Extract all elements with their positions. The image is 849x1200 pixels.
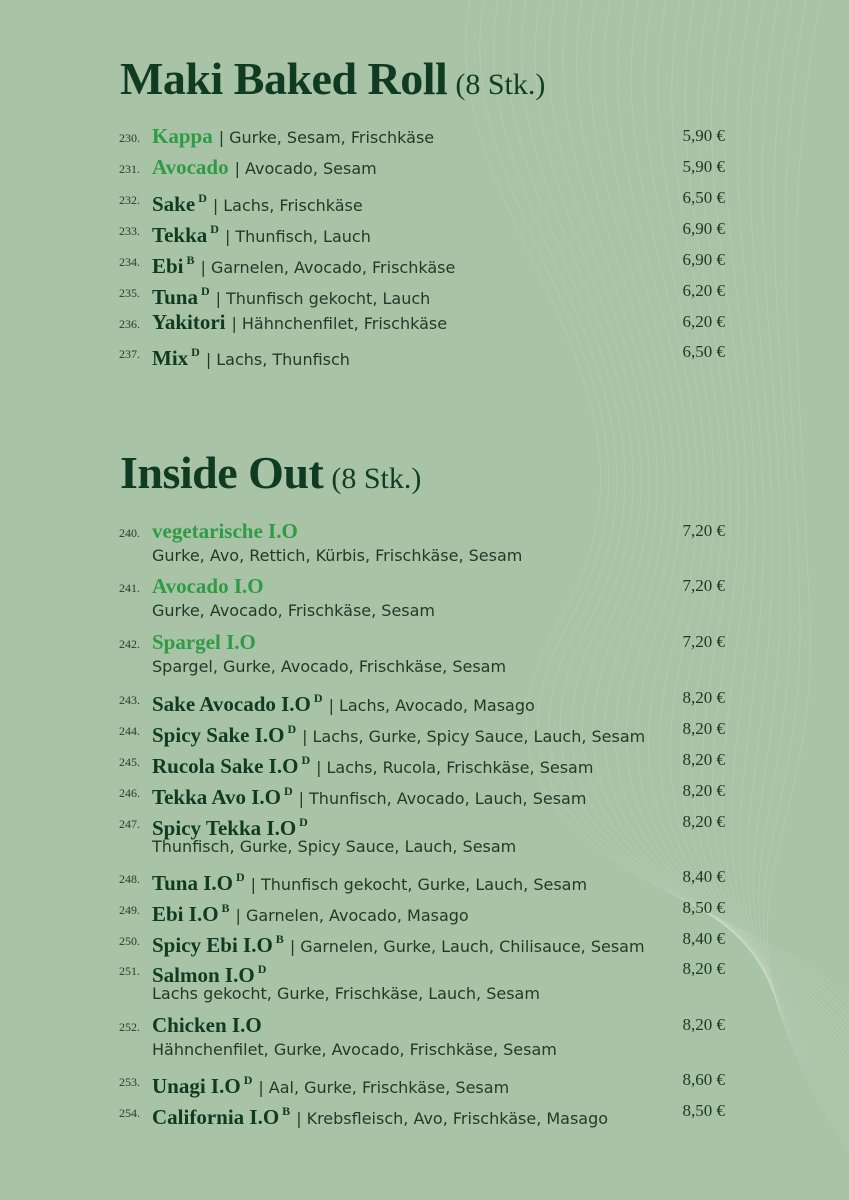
item-number: 249. (119, 903, 140, 917)
allergen-mark: D (200, 284, 210, 298)
item-ingredients: Garnelen, Gurke, Lauch, Chilisauce, Sesam (300, 937, 645, 956)
item-number: 231. (119, 162, 140, 176)
item-price: 6,90 € (682, 250, 725, 269)
section-subtitle: (8 Stk.) (455, 68, 546, 101)
allergen-mark: B (275, 932, 284, 946)
item-price: 6,20 € (682, 281, 725, 300)
item-ingredients: Krebsfleisch, Avo, Frischkäse, Masago (306, 1109, 609, 1128)
item-name: Spicy Sake I.O (152, 723, 285, 747)
item-ingredients: Avocado, Sesam (245, 159, 377, 178)
item-number: 234. (119, 255, 140, 269)
item-ingredients: Aal, Gurke, Frischkäse, Sesam (268, 1078, 510, 1097)
separator: | (234, 159, 240, 178)
item-line (152, 310, 447, 337)
item-ingredients: Lachs, Rucola, Frischkäse, Sesam (326, 758, 594, 777)
separator: | (205, 350, 212, 369)
item-name: Chicken I.O (152, 1013, 262, 1037)
item-name: Tekka Avo I.O (152, 785, 281, 809)
separator: | (302, 727, 308, 746)
item-price: 7,20 € (682, 632, 725, 651)
item-number: 247. (119, 817, 140, 831)
allergen-mark: D (299, 815, 308, 829)
separator: | (316, 758, 322, 777)
item-name: Rucola Sake I.O (152, 754, 299, 778)
item-ingredients: Thunfisch, Avocado, Lauch, Sesam (309, 789, 587, 808)
item-ingredients: Gurke, Sesam, Frischkäse (229, 128, 435, 147)
section-title: Maki Baked Roll (120, 53, 448, 104)
item-name: Tekka (152, 223, 208, 247)
allergen-mark: D (210, 222, 219, 236)
allergen-mark: B (221, 901, 230, 915)
separator: | (200, 258, 206, 277)
item-price: 7,20 € (682, 521, 725, 540)
allergen-mark: B (282, 1104, 291, 1118)
item-line (152, 186, 363, 219)
allergen-mark: D (243, 1073, 253, 1087)
allergen-mark: D (191, 345, 200, 359)
item-ingredients: Thunfisch, Lauch (235, 227, 371, 246)
section-heading (120, 52, 545, 105)
item-ingredients: Lachs, Gurke, Spicy Sauce, Lauch, Sesam (312, 727, 646, 746)
item-price: 5,90 € (682, 126, 725, 145)
item-number: 253. (119, 1075, 140, 1089)
item-name: Spicy Tekka I.O (152, 816, 297, 840)
separator: | (215, 289, 221, 308)
item-price: 8,20 € (682, 719, 725, 738)
item-number: 248. (119, 872, 140, 886)
item-line (152, 217, 371, 250)
item-line (152, 248, 455, 281)
item-price: 6,50 € (682, 188, 725, 207)
item-name: Spicy Ebi I.O (152, 933, 273, 957)
item-ingredients: Thunfisch gekocht, Lauch (226, 289, 431, 308)
item-ingredients: Lachs, Thunfisch (216, 350, 350, 369)
item-ingredients: Gurke, Avocado, Frischkäse, Sesam (152, 601, 436, 620)
item-line (152, 717, 645, 750)
item-name: California I.O (152, 1105, 280, 1129)
item-line (152, 779, 586, 812)
item-ingredients: Hähnchenfilet, Frischkäse (241, 314, 448, 333)
item-line (152, 1099, 608, 1132)
item-price: 8,20 € (682, 959, 725, 978)
item-ingredients: Lachs gekocht, Gurke, Frischkäse, Lauch, Sesam (152, 984, 540, 1003)
item-price: 8,60 € (682, 1070, 725, 1089)
item-name: Avocado (152, 155, 229, 179)
item-line (152, 155, 377, 182)
item-ingredients: Spargel, Gurke, Avocado, Frischkäse, Sesam (152, 657, 507, 676)
item-name: Avocado I.O (152, 574, 264, 598)
item-ingredients: Hähnchenfilet, Gurke, Avocado, Frischkäse, Sesam (152, 1040, 557, 1059)
item-line (152, 1013, 262, 1040)
allergen-mark: D (198, 191, 207, 205)
item-number: 235. (119, 286, 140, 300)
item-line (152, 865, 587, 898)
item-number: 236. (119, 317, 140, 331)
item-number: 246. (119, 786, 140, 800)
item-ingredients: Lachs, Avocado, Masago (338, 696, 535, 715)
item-line (152, 340, 350, 373)
item-name: Tuna I.O (152, 871, 233, 895)
item-price: 6,20 € (682, 312, 725, 331)
item-price: 8,40 € (682, 929, 725, 948)
allergen-mark: B (186, 253, 195, 267)
item-price: 8,20 € (682, 1015, 725, 1034)
item-line (152, 630, 256, 657)
item-price: 7,20 € (682, 576, 725, 595)
section-title: Inside Out (120, 447, 324, 498)
section-subtitle: (8 Stk.) (331, 462, 422, 495)
item-line (152, 686, 535, 719)
item-number: 241. (119, 581, 140, 595)
item-ingredients: Lachs, Frischkäse (223, 196, 363, 215)
item-name: Ebi (152, 254, 184, 278)
item-line (152, 896, 469, 929)
separator: | (328, 696, 334, 715)
item-price: 8,40 € (682, 867, 725, 886)
item-price: 8,20 € (682, 812, 725, 831)
item-price: 5,90 € (682, 157, 725, 176)
separator: | (298, 789, 305, 808)
separator: | (212, 196, 219, 215)
item-name: vegetarische I.O (152, 519, 298, 543)
item-name: Kappa (152, 124, 213, 148)
item-number: 243. (119, 693, 140, 707)
item-line (152, 574, 264, 601)
section-heading (120, 446, 421, 499)
item-number: 245. (119, 755, 140, 769)
item-ingredients: Garnelen, Avocado, Masago (245, 906, 469, 925)
separator: | (250, 875, 257, 894)
item-number: 233. (119, 224, 140, 238)
item-number: 240. (119, 526, 140, 540)
separator: | (231, 314, 237, 333)
item-line (152, 279, 430, 312)
item-line (152, 748, 593, 781)
item-price: 6,50 € (682, 342, 725, 361)
item-number: 254. (119, 1106, 140, 1120)
item-line (152, 519, 298, 546)
item-number: 252. (119, 1020, 140, 1034)
item-ingredients: Gurke, Avo, Rettich, Kürbis, Frischkäse, Sesam (152, 546, 523, 565)
item-name: Sake (152, 192, 196, 216)
separator: | (224, 227, 231, 246)
item-price: 8,50 € (682, 1101, 725, 1120)
item-price: 8,20 € (682, 781, 725, 800)
item-price: 6,90 € (682, 219, 725, 238)
item-number: 230. (119, 131, 140, 145)
item-number: 251. (119, 964, 140, 978)
item-name: Ebi I.O (152, 902, 219, 926)
item-price: 8,20 € (682, 750, 725, 769)
separator: | (296, 1109, 302, 1128)
item-number: 232. (119, 193, 140, 207)
item-name: Tuna (152, 285, 198, 309)
item-number: 242. (119, 637, 140, 651)
item-price: 8,50 € (682, 898, 725, 917)
item-name: Unagi I.O (152, 1074, 241, 1098)
item-name: Sake Avocado I.O (152, 692, 311, 716)
allergen-mark: D (283, 784, 293, 798)
item-line (152, 927, 645, 960)
item-ingredients: Thunfisch gekocht, Gurke, Lauch, Sesam (261, 875, 588, 894)
separator: | (218, 128, 225, 147)
item-ingredients: Thunfisch, Gurke, Spicy Sauce, Lauch, Sesam (152, 837, 517, 856)
item-name: Yakitori (152, 310, 226, 334)
item-name: Salmon I.O (152, 963, 255, 987)
item-name: Spargel I.O (152, 630, 256, 654)
item-price: 8,20 € (682, 688, 725, 707)
allergen-mark: D (313, 691, 323, 705)
item-number: 250. (119, 934, 140, 948)
allergen-mark: D (235, 870, 245, 884)
allergen-mark: D (287, 722, 297, 736)
allergen-mark: D (301, 753, 311, 767)
item-ingredients: Garnelen, Avocado, Frischkäse (210, 258, 456, 277)
item-line (152, 1068, 509, 1101)
separator: | (235, 906, 241, 925)
item-number: 244. (119, 724, 140, 738)
separator: | (289, 937, 296, 956)
item-line (152, 124, 434, 151)
item-name: Mix (152, 346, 189, 370)
item-number: 237. (119, 347, 140, 361)
allergen-mark: D (257, 962, 267, 976)
separator: | (258, 1078, 264, 1097)
